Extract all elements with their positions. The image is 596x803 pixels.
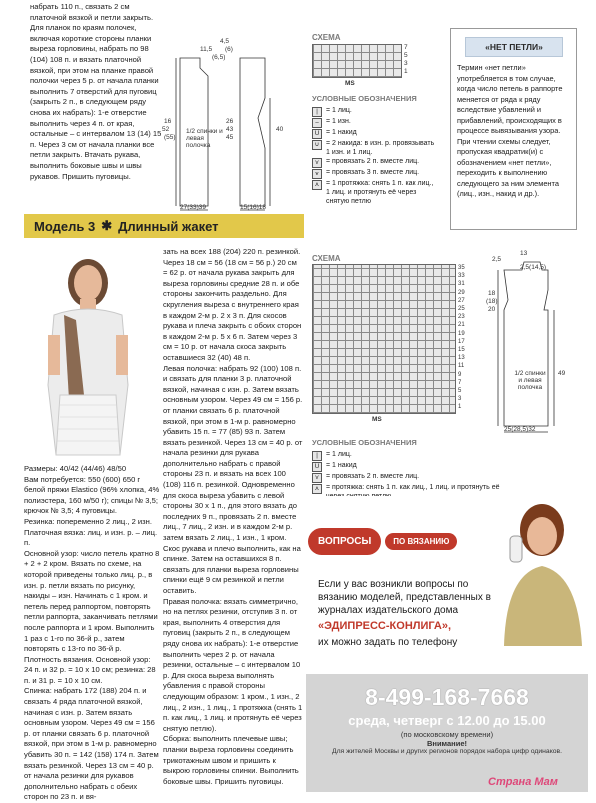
- top-instructions: набрать 110 п., связать 2 см платочной вязкой и петли закрыть. Для планок по краям полочек, включая короткие стороны планки выреза горловины, набрать по 98 (104) 108 п. и вязать платочной вязкой, при этом на планке правой полочки через 5 р. от начала планки выполнить 7 отверстий для пуговиц (закрыть 2 п., в следующем ряду снова их набрать): 1-е отверстие выполнить через 4 п. от края, остальные – с интервалом 13 (14) 15 п. Через 3 см от начала планки все петли закрыть. Втачать рукава, выполнить боковые швы и швы рукавов. Пришить пуговицы.: [30, 2, 162, 181]
- mid-pattern-ms: MS: [372, 416, 382, 423]
- top-pattern-ms: MS: [345, 80, 355, 87]
- slip-knit-pass-icon: ⋏: [312, 484, 322, 494]
- legend-item: ⋎ = провязать 2 п. вместе лиц.: [312, 157, 437, 168]
- row-number: 5: [458, 388, 462, 395]
- ad-bubble-right: ПО ВЯЗАНИЮ: [385, 533, 457, 550]
- legend-item: U = 1 накид: [312, 461, 502, 472]
- ad-bubble-left: ВОПРОСЫ: [308, 528, 381, 555]
- dim-r-b: 2,5(14,5): [520, 264, 547, 271]
- dim-top-c: (6): [225, 46, 233, 53]
- legend-item: ⋎ = провязать 2 п. вместе лиц.: [312, 472, 502, 483]
- row-number: 11: [458, 363, 465, 370]
- dim-bottom-a: 27(33)39: [180, 204, 207, 211]
- row-number: 17: [458, 338, 465, 345]
- dim-mid-b: 43: [226, 126, 234, 133]
- row-number: 23: [458, 314, 465, 321]
- mid-pattern-title: СХЕМА: [312, 254, 341, 263]
- k2tog-icon: ⋎: [312, 473, 322, 483]
- dim-r-c: 2,5: [492, 256, 502, 263]
- row-number: 5: [404, 52, 408, 59]
- top-schematic: [162, 38, 298, 214]
- model-photo: [24, 245, 152, 459]
- dim-r-h: 25(28,5)32: [504, 426, 536, 433]
- legend-item: ⩛ = провязать 3 п. вместе лиц.: [312, 168, 437, 179]
- model-title: Длинный жакет: [118, 218, 219, 234]
- knit-icon: |: [312, 451, 322, 461]
- dim-r-e: (18): [486, 298, 498, 305]
- ad-attention: Внимание!: [427, 739, 467, 748]
- legend-item: U = 1 накид: [312, 128, 437, 139]
- k3tog-icon: ⩛: [312, 169, 322, 179]
- model-header: [24, 214, 304, 238]
- right-schematic-label: 1/2 спинки и левая полочка: [514, 370, 546, 391]
- ad-phone-bar: [306, 674, 588, 792]
- legend-item: | = 1 лиц.: [312, 106, 437, 117]
- row-number: 21: [458, 322, 465, 329]
- ad-hours: среда, четверг с 12.00 до 15.00: [348, 713, 546, 728]
- star-icon: ✱: [101, 218, 113, 233]
- knit-icon: |: [312, 107, 322, 117]
- row-number: 7: [458, 379, 462, 386]
- row-number: 25: [458, 306, 465, 313]
- top-legend: [312, 106, 437, 206]
- row-number: 7: [404, 44, 408, 51]
- top-schematic-label: 1/2 спинки и левая полочка: [186, 128, 223, 149]
- legend-item: ⋏ = протяжка: снять 1 п. как лиц., 1 лиц. и протянуть её: [312, 483, 502, 501]
- dim-r-d: 18: [488, 290, 496, 297]
- mid-pattern-rows: [458, 264, 465, 412]
- row-number: 13: [458, 355, 465, 362]
- top-pattern-grid: [312, 44, 402, 78]
- row-number: 27: [458, 297, 465, 304]
- dim-left-a: 16: [164, 118, 172, 125]
- dim-left-b: 52: [162, 126, 170, 133]
- ad-publisher: «ЭДИПРЕСС-КОНЛИГА»,: [318, 620, 452, 632]
- ad-line2: их можно задать по телефону: [318, 637, 458, 648]
- ad-phone: 8-499-168-7668: [365, 684, 529, 710]
- row-number: 15: [458, 347, 465, 354]
- row-number: 29: [458, 289, 465, 296]
- mid-pattern-grid: [312, 264, 456, 414]
- double-yarn-over-icon: ∪: [312, 140, 322, 150]
- row-number: 35: [458, 265, 465, 271]
- ad-line1: Если у вас возникли вопросы по вязанию моделей, представленных в журналах издательского дома: [318, 579, 491, 616]
- row-number: 33: [458, 273, 465, 280]
- dim-bottom-b: 15(16)18: [240, 204, 267, 211]
- top-pattern-rows: [404, 44, 408, 76]
- top-pattern-title: СХЕМА: [312, 33, 341, 42]
- legend-item: ∪ = 2 накида: в изн. р. провязывать 1 изн. и 1 лиц.: [312, 139, 437, 157]
- slip-knit-pass-icon: ⋏: [312, 180, 322, 190]
- ad-bubble: [308, 524, 458, 558]
- sidebar-box: [450, 28, 577, 230]
- row-number: 1: [458, 404, 462, 411]
- row-number: 1: [404, 68, 408, 75]
- dim-mid-c: 45: [226, 134, 234, 141]
- legend-item: – = 1 изн.: [312, 117, 437, 128]
- row-number: 3: [404, 60, 408, 67]
- right-schematic-drawing: [484, 250, 584, 440]
- col2-instructions: зать на всех 188 (204) 220 п. резинкой. Через 18 см = 56 (18 см = 56 р.) 20 см = 62 р. от начала рукава закрыть для выреза горловины средние 28 п. и обе стороны закончить раздельно. Для скругления выреза с внутреннего края в каждом 2-м р. 2 х 3 п. Для скосов рукава и плеча закрыть с обоих сторон в каждом 2-м р. 5 х 6 п. Затем через 3 см = 10 р. от начала скоса закрыть оставшиеся 32 (40) 48 п. Левая полочка: набрать 92 (100) 108 п. и связать для планки 3 р. платочной вязкой, начиная с изн. р. Затем вязать основным узором. Через 49 см = 156 р. от планки связать 6 р. платочной вязкой, при этом в 1-м р. равномерно убавить 15 п. = 77 (85) 93 п. Затем вязать резинкой. Через 13 см = 40 р. от начала резинки для рукава дополнительно набрать с правой стороны 23 п. и вязать на всех 100 (108) 116 п. резинкой. Одновременно для скоса выреза убавить с левой стороны 30 х 1 п., для этого вязать до последних 9 п., провязать 2 п. вместе лиц., 7 лиц., 2 изн. и в каждом 2-м р. затем вязать 2 лиц., 1 изн., 1 кром. Скос рукава и плечо выполнить, как на спинке. Затем на оставшихся 8 п. связать для планки выреза горловины спинки ещё 9 см резинкой и петли оставить. Правая полочка: вязать симметрично, но на петлях резинки, отступив 3 п. от края, выполнить 4 отверстия для пуговиц (закрыть 2 п., в следующем ряду снова их набрать): 1-е отверстие выполнить через 2 р. от начала резинки, остальные – с интервалом 10 р. Для скоса выреза выполнять убавления с правой стороны следующим образом: 1 кром., 1 изн., 2 лиц., 2 изн., 1 лиц., 1 протяжка (снять 1 п. как лиц., 1 лиц. и протянуть её через снятую петлю). Сборка: выполнить плечевые швы; планки выреза горловины соединить трикотажным швом и пришить к выкрою горловины спинки. Выполнить боковые швы. Пришить пуговицы.: [163, 247, 303, 786]
- row-number: 9: [458, 371, 462, 378]
- watermark: Страна Мам: [488, 776, 558, 788]
- dim-top-a: 4,5: [220, 38, 230, 45]
- ad-note: Для жителей Москвы и других регионов порядок набора цифр одинаков.: [331, 748, 563, 755]
- model-number: Модель 3: [34, 218, 96, 234]
- top-legend-title: УСЛОВНЫЕ ОБОЗНАЧЕНИЯ: [312, 94, 417, 103]
- right-schematic: [484, 250, 584, 440]
- ad-tz: (по московскому времени): [400, 730, 494, 739]
- dim-top-b: 11,5: [200, 46, 213, 53]
- yarn-over-icon: U: [312, 462, 322, 472]
- row-number: 3: [458, 396, 462, 403]
- dim-mid-a: 26: [226, 118, 234, 125]
- row-number: 31: [458, 281, 465, 288]
- sidebar-text: Термин «нет петли» употребляется в том случае, когда число петель в раппорте меняется от ряда к ряду вследствие убавлений и прибавлений, происходящих в процессе вывязывания узора. При чтении схемы следует, пропуская квадратик(и) с обозначением «нет петли», переходить к выполнению следующего за ним элемента (лиц., изн., накид и др.).: [457, 63, 563, 198]
- dim-right: 40: [276, 126, 284, 133]
- mid-legend-title: УСЛОВНЫЕ ОБОЗНАЧЕНИЯ: [312, 438, 417, 447]
- legend-item: ⋏ = 1 протяжка: снять 1 п. как лиц., 1 лиц. и протянуть её через снятую петлю: [312, 179, 437, 206]
- dim-r-g: 49: [558, 370, 566, 377]
- row-number: 19: [458, 330, 465, 337]
- mid-legend: [312, 450, 502, 501]
- sidebar-badge: «НЕТ ПЕТЛИ»: [465, 37, 563, 57]
- dim-r-a: 13: [520, 250, 528, 257]
- ad-box: [306, 496, 588, 796]
- model-photo-image: [24, 245, 152, 459]
- k2tog-icon: ⋎: [312, 158, 322, 168]
- purl-icon: –: [312, 118, 322, 128]
- dim-top-d: (6,5): [212, 54, 226, 61]
- dim-r-f: 20: [488, 306, 496, 313]
- yarn-over-icon: U: [312, 129, 322, 139]
- dim-left-c: (55): [164, 134, 176, 141]
- legend-item: | = 1 лиц.: [312, 450, 502, 461]
- col1-instructions: Размеры: 40/42 (44/46) 48/50 Вам потребуется: 550 (600) 650 г белой пряжи Elastico (96% хлопка, 4% полиэстера, 160 м/50 г); спицы № 3,5; крючок № 3,5; 4 пуговицы. Резинка: попеременно 2 лиц., 2 изн. Платочная вязка: лиц. и изн. р. – лиц. п. Основной узор: число петель кратно 8 + 2 + 2 кром. Вязать по схеме, на которой приведены только лиц. р., в изн. р. петли вязать по рисунку, накиды – изн. Начинать с 1 кром. и петель перед раппортом, повторять петли раппорта, заканчивать петлями после раппорта и 1 кром. Выполнить 1 раз с 1-го по 36-й р., затем повторять с 13-го по 36-й р. Плотность вязания. Основной узор: 24 п. и 32 р. = 10 х 10 см; резинка: 28 п. и 31 р. = 10 х 10 см. Спинка: набрать 172 (188) 204 п. и связать 4 ряда платочной вязкой, начиная с изн. р. Затем вязать основным узором. Через 49 см = 156 р. от планки связать 6 р. платочной вязкой, при этом в 1-м р. равномерно убавить 30 п. = 142 (158) 174 п. Затем вязать резинкой. Через 13 см = 40 р. от начала резинки для рукавов дополнительно набрать с обеих сторон по 23 п. и вя-: [24, 464, 160, 802]
